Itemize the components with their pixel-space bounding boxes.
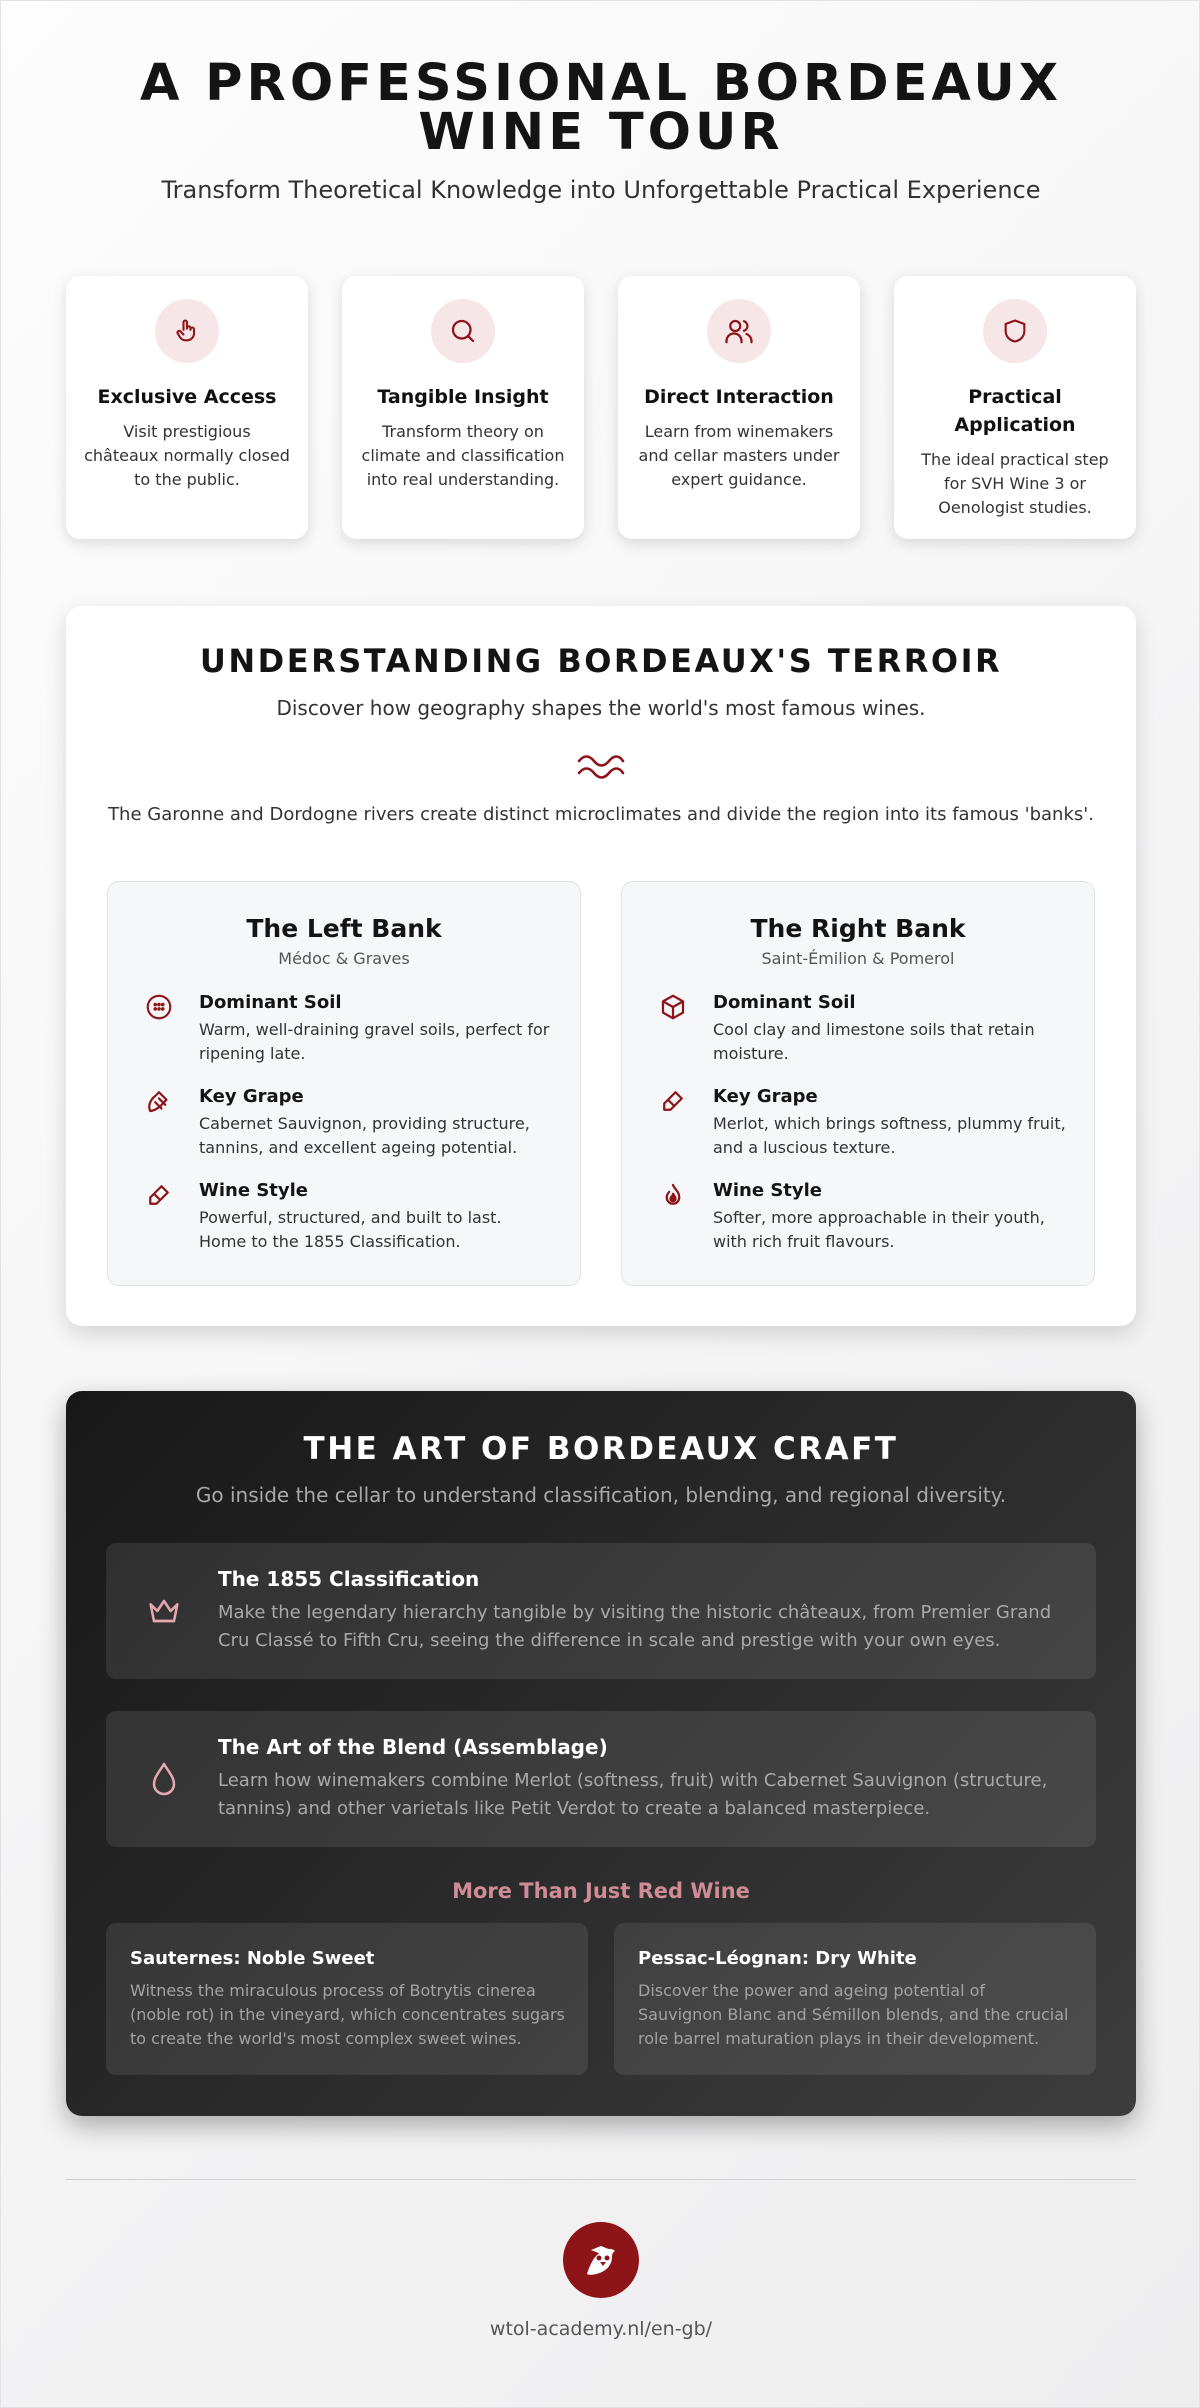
page-title: A PROFESSIONAL BORDEAUX WINE TOUR [139,54,1063,162]
bank-item-text: Merlot, which brings softness, plummy fruit, and a luscious texture. [713,1114,1066,1157]
wine-card-text: Witness the miraculous process of Botrytis cinerea (noble rot) in the vineyard, which concentrates sugars to create the world's most complex sweet wines. [130,1981,565,2048]
craft-block-classification [106,1543,1096,1679]
footer-divider [66,2179,1136,2180]
feature-text: Visit prestigious châteaux normally closed to the public. [84,422,290,489]
craft-section [66,1391,1136,2116]
feature-title: Direct Interaction [644,386,834,408]
right-bank-card [621,881,1095,1286]
wine-card-text: Discover the power and ageing potential of Sauvignon Blanc and Sémillon blends, and the crucial role barrel maturation plays in their development. [638,1981,1069,2048]
wine-card-sauternes [106,1923,588,2075]
droplet-icon [144,1759,184,1799]
wine-bottle-icon [144,1180,174,1210]
wine-card-pessac-leognan [614,1923,1096,2075]
section-subtitle: Discover how geography shapes the world's most famous wines. [276,696,926,720]
bank-item-title: Key Grape [199,1086,304,1107]
search-icon [431,299,495,363]
wine-card-title: Sauternes: Noble Sweet [130,1948,375,1969]
craft-block-title: The Art of the Blend (Assemblage) [218,1735,608,1759]
feature-title: Exclusive Access [97,386,277,408]
flame-icon [658,1180,688,1210]
crown-icon [144,1591,184,1631]
bank-item [144,1180,552,1254]
owl-logo[interactable] [563,2222,639,2298]
bank-item-text: Cool clay and limestone soils that retain moisture. [713,1020,1035,1063]
feature-text: The ideal practical step for SVH Wine 3 or Oenologist studies. [921,450,1109,517]
bank-item-text: Softer, more approachable in their youth, with rich fruit flavours. [713,1208,1045,1251]
feature-card-tangible-insight [342,276,584,539]
bank-item [144,992,552,1066]
wine-bottle-icon [658,1086,688,1116]
shield-icon [983,299,1047,363]
features-row [66,276,1136,539]
feature-card-direct-interaction [618,276,860,539]
bank-item [658,992,1066,1066]
bank-item-title: Wine Style [713,1180,822,1201]
bank-subtitle: Saint-Émilion & Pomerol [761,949,955,968]
left-bank-card [107,881,581,1286]
feature-title: Practical Application [954,386,1076,436]
footer-url[interactable]: wtol-academy.nl/en-gb/ [489,2318,713,2340]
bank-item [144,1086,552,1160]
wines-row [106,1923,1096,2075]
craft-block-text: Learn how winemakers combine Merlot (softness, fruit) with Cabernet Sauvignon (structure, tannins) and other varietals like Petit Verdot to create a balanced masterpiece. [218,1770,1048,1819]
section-subtitle: Go inside the cellar to understand classification, blending, and regional diversity. [195,1483,1007,1507]
cookie-icon [144,992,174,1022]
banks-row [107,881,1095,1286]
feature-title: Tangible Insight [377,386,549,408]
page-subtitle: Transform Theoretical Knowledge into Unforgettable Practical Experience [161,176,1041,204]
terroir-description: The Garonne and Dordogne rivers create distinct microclimates and divide the region into its famous 'banks'. [108,804,1094,825]
feature-card-practical-application [894,276,1136,539]
bank-item-title: Wine Style [199,1180,308,1201]
bank-item-text: Warm, well-draining gravel soils, perfect for ripening late. [199,1020,550,1063]
bank-item-text: Cabernet Sauvignon, providing structure, tannins, and excellent ageing potential. [199,1114,530,1157]
wine-card-title: Pessac-Léognan: Dry White [638,1948,917,1969]
section-title: UNDERSTANDING BORDEAUX'S TERROIR [199,642,1003,680]
bank-item [658,1180,1066,1254]
feature-card-exclusive-access [66,276,308,539]
bank-item-title: Dominant Soil [713,992,856,1013]
craft-block-blend [106,1711,1096,1847]
bank-item-title: Dominant Soil [199,992,342,1013]
terroir-section [66,606,1136,1326]
feature-text: Learn from winemakers and cellar masters under expert guidance. [638,422,840,489]
craft-block-text: Make the legendary hierarchy tangible by visiting the historic châteaux, from Premier Grand Cru Classé to Fifth Cru, seeing the difference in scale and prestige with your own eyes. [218,1602,1052,1651]
grape-icon [144,1086,174,1116]
bank-title: The Left Bank [246,914,442,943]
hand-pointer-icon [155,299,219,363]
waves-icon [575,746,627,786]
section-title: THE ART OF BORDEAUX CRAFT [303,1431,899,1467]
feature-text: Transform theory on climate and classification into real understanding. [361,422,565,489]
bank-item [658,1086,1066,1160]
more-wines-title: More Than Just Red Wine [452,1879,750,1903]
bank-subtitle: Médoc & Graves [278,949,410,968]
bank-item-text: Powerful, structured, and built to last. Home to the 1855 Classification. [199,1208,502,1251]
box-icon [658,992,688,1022]
craft-block-title: The 1855 Classification [218,1567,480,1591]
users-icon [707,299,771,363]
bank-item-title: Key Grape [713,1086,818,1107]
bank-title: The Right Bank [750,914,966,943]
hero [66,54,1136,204]
